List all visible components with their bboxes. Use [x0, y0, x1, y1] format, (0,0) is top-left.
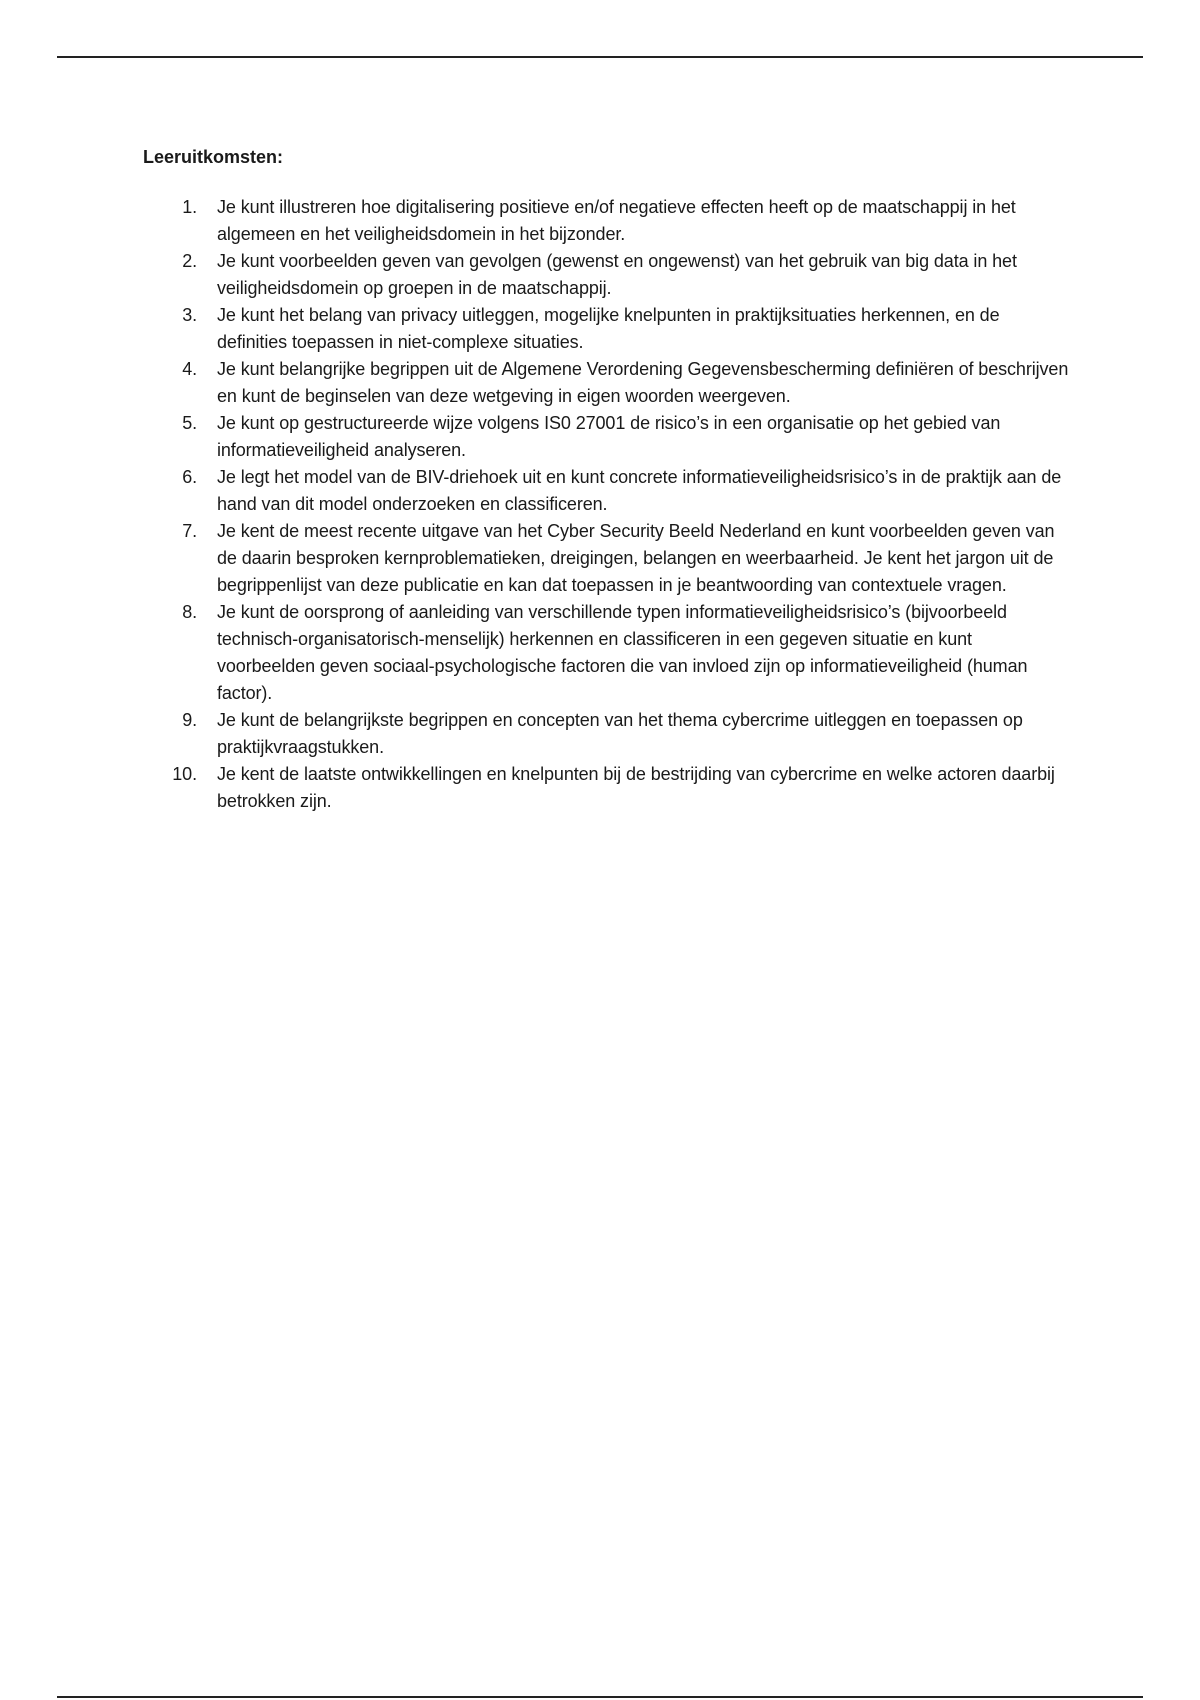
list-item-number: 2.	[182, 251, 197, 271]
list-item-text: Je legt het model van de BIV-driehoek uit en kunt concrete informatieveiligheidsrisico’s in de praktijk aan de hand van dit model onderzoeken en classificeren.	[217, 467, 1062, 514]
list-item	[143, 410, 1073, 464]
list-item-text: Je kunt op gestructureerde wijze volgens IS0 27001 de risico’s in een organisatie op het gebied van informatieveiligheid analyseren.	[217, 413, 1001, 460]
header-rule	[57, 56, 1143, 58]
list-item	[143, 518, 1073, 599]
list-item-number: 1.	[182, 197, 197, 217]
list-item	[143, 464, 1073, 518]
list-item-number: 7.	[182, 521, 197, 541]
footer-rule	[57, 1696, 1143, 1698]
list-item	[143, 599, 1073, 707]
list-item-text: Je kunt de oorsprong of aanleiding van verschillende typen informatieveiligheidsrisico’s (bijvoorbeeld technisch-organisatorisch-menselijk) herkennen en classificeren in een gegeven situatie en kunt voorbeelden geven sociaal-psychologische factoren die van invloed zijn op informatieveiligheid (human factor).	[217, 602, 1028, 703]
list-item-text: Je kunt de belangrijkste begrippen en concepten van het thema cybercrime uitleggen en toepassen op praktijkvraagstukken.	[217, 710, 1023, 757]
list-item	[143, 707, 1073, 761]
list-item-number: 3.	[182, 305, 197, 325]
list-item-text: Je kent de laatste ontwikkellingen en knelpunten bij de bestrijding van cybercrime en welke actoren daarbij betrokken zijn.	[217, 764, 1055, 811]
list-item	[143, 194, 1073, 248]
list-item-number: 5.	[182, 413, 197, 433]
list-item-number: 6.	[182, 467, 197, 487]
list-item	[143, 761, 1073, 815]
learning-outcomes-list	[143, 194, 1073, 815]
list-item-number: 4.	[182, 359, 197, 379]
list-item	[143, 248, 1073, 302]
document-body	[143, 144, 1073, 815]
list-item	[143, 302, 1073, 356]
list-item-number: 8.	[182, 602, 197, 622]
list-item-text: Je kent de meest recente uitgave van het Cyber Security Beeld Nederland en kunt voorbeelden geven van de daarin besproken kernproblematieken, dreigingen, belangen en weerbaarheid. Je kent het jargon uit de begrippenlijst van deze publicatie en kan dat toepassen in je beantwoording van contextuele vragen.	[217, 521, 1055, 595]
list-item-text: Je kunt het belang van privacy uitleggen, mogelijke knelpunten in praktijksituaties herkennen, en de definities toepassen in niet-complexe situaties.	[217, 305, 1000, 352]
list-item	[143, 356, 1073, 410]
list-item-number: 10.	[172, 764, 197, 784]
list-item-text: Je kunt illustreren hoe digitalisering positieve en/of negatieve effecten heeft op de maatschappij in het algemeen en het veiligheidsdomein in het bijzonder.	[217, 197, 1016, 244]
page-heading: Leeruitkomsten:	[143, 147, 284, 167]
list-item-text: Je kunt voorbeelden geven van gevolgen (gewenst en ongewenst) van het gebruik van big data in het veiligheidsdomein op groepen in de maatschappij.	[217, 251, 1017, 298]
list-item-text: Je kunt belangrijke begrippen uit de Algemene Verordening Gegevensbescherming definiëren of beschrijven en kunt de beginselen van deze wetgeving in eigen woorden weergeven.	[217, 359, 1069, 406]
list-item-number: 9.	[182, 710, 197, 730]
